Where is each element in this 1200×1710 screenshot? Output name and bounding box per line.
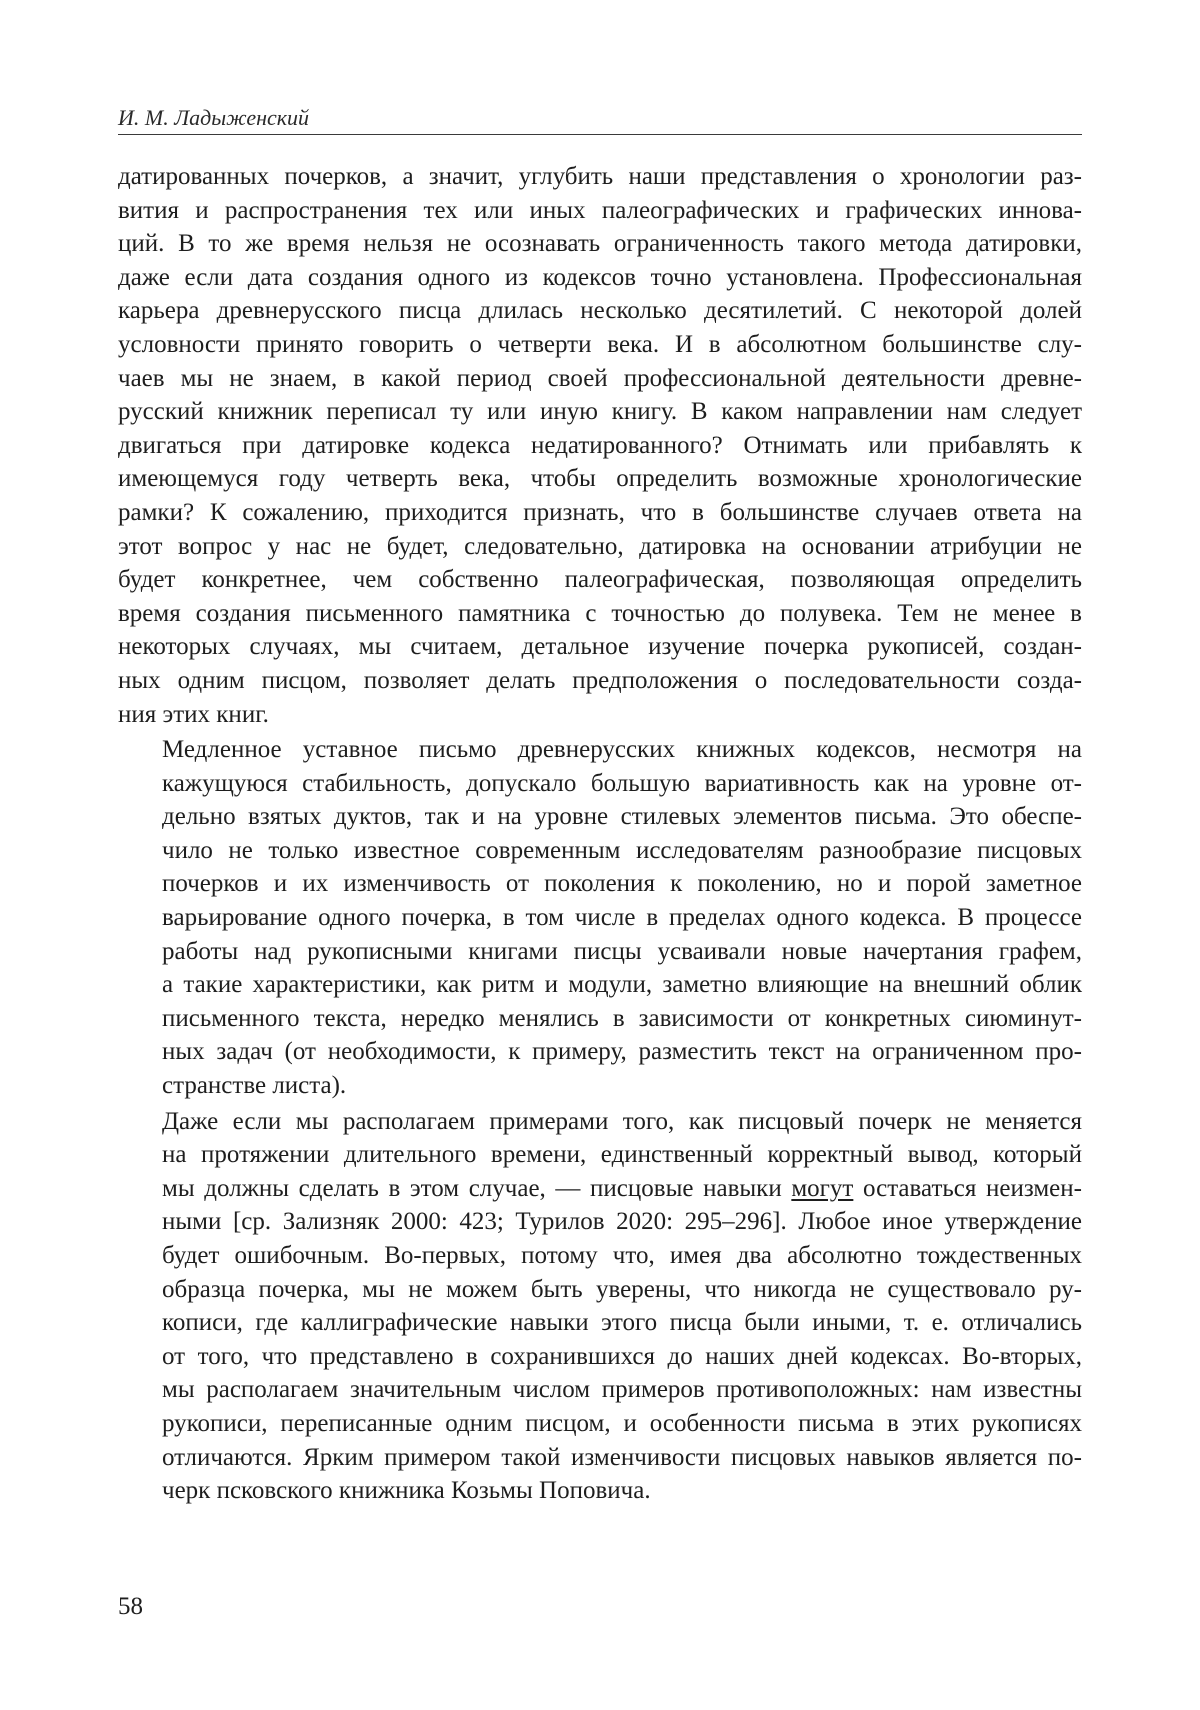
paragraph-3 [118, 1105, 1082, 1508]
text-line: Даже если мы располагаем примерами того, как писцовый почерк не меняется [162, 1107, 1082, 1135]
text-line: даже если дата создания одного из кодексов точно установлена. Профессиональная [118, 263, 1082, 291]
text-line: странстве листа). [162, 1072, 347, 1100]
text-line: чило не только известное современным исследователям разнообразие писцовых [162, 836, 1082, 864]
paragraph-1 [118, 160, 1082, 731]
text-line: этот вопрос у нас не будет, следовательно, датировка на основании атрибуции не [118, 532, 1082, 560]
text-line: кажущуюся стабильность, допускало большую вариативность как на уровне от- [162, 769, 1082, 797]
text-line: двигаться при датировке кодекса недатированного? Отнимать или прибавлять к [118, 431, 1082, 459]
text-line-with-emphasis [118, 1172, 1082, 1206]
text-line: работы над рукописными книгами писцы усваивали новые начертания графем, [162, 937, 1082, 965]
text-line: рукописи, переписанные одним писцом, и особенности письма в этих рукописях [162, 1409, 1082, 1437]
header-rule [118, 134, 1082, 135]
text-line: отличаются. Ярким примером такой изменчивости писцовых навыков является по- [162, 1443, 1082, 1471]
text-line: почерков и их изменчивость от поколения к поколению, но и порой заметное [162, 870, 1082, 898]
text-line: русский книжник переписал ту или иную книгу. В каком направлении нам следует [118, 398, 1082, 426]
text-line: ными [ср. Зализняк 2000: 423; Турилов 2020: 295–296]. Любое иное утверждение [162, 1208, 1082, 1236]
text-line: ных одним писцом, позволяет делать предположения о последовательности созда- [118, 666, 1082, 694]
text-line: от того, что представлено в сохранившихся до наших дней кодексах. Во-вторых, [162, 1342, 1082, 1370]
text-line: условности принято говорить о четверти века. И в абсолютном большинстве слу- [118, 330, 1082, 358]
text-line: время создания письменного памятника с точностью до полувека. Тем не менее в [118, 599, 1082, 627]
text-line: на протяжении длительного времени, единственный корректный вывод, который [162, 1141, 1082, 1169]
text-line: ций. В то же время нельзя не осознавать ограниченность такого метода датировки, [118, 230, 1082, 258]
text-line: кописи, где каллиграфические навыки этого писца были иными, т. е. отличались [162, 1309, 1082, 1337]
underlined-word: могут [791, 1174, 854, 1202]
paragraph-2 [118, 733, 1082, 1103]
text-line: чаев мы не знаем, в какой период своей профессиональной деятельности древне- [118, 364, 1082, 392]
text-line: карьера древнерусского писца длилась несколько десятилетий. С некоторой долей [118, 297, 1082, 325]
text-line: будет ошибочным. Во-первых, потому что, имея два абсолютно тождественных [162, 1242, 1082, 1269]
text-line: вития и распространения тех или иных палеографических и графических иннова- [118, 196, 1082, 224]
text-segment: оставаться неизмен- [853, 1174, 1082, 1202]
running-head: И. М. Ладыженский [118, 105, 310, 130]
text-segment: мы должны сделать в этом случае, — писцовые навыки [162, 1174, 792, 1202]
text-line: имеющемуся году четверть века, чтобы определить возможные хронологические [118, 465, 1082, 493]
page-number: 58 [118, 1593, 143, 1620]
text-line: письменного текста, нередко менялись в зависимости от конкретных сиюминут- [162, 1004, 1082, 1032]
text-line: ных задач (от необходимости, к примеру, разместить текст на ограниченном про- [162, 1038, 1082, 1066]
text-line: некоторых случаях, мы считаем, детальное изучение почерка рукописей, создан- [118, 633, 1082, 661]
text-line: рамки? К сожалению, приходится признать, что в большинстве случаев ответа на [118, 498, 1082, 526]
text-line: будет конкретнее, чем собственно палеографическая, позволяющая определить [118, 566, 1082, 594]
text-line: мы располагаем значительным числом примеров противоположных: нам известны [162, 1376, 1082, 1404]
text-line: образца почерка, мы не можем быть уверены, что никогда не существовало ру- [162, 1275, 1082, 1303]
text-line: ния этих книг. [118, 700, 269, 728]
text-line: черк псковского книжника Козьмы Поповича. [162, 1477, 651, 1505]
text-line: варьирование одного почерка, в том числе в пределах одного кодекса. В процессе [162, 904, 1082, 932]
text-line: Медленное уставное письмо древнерусских книжных кодексов, несмотря на [162, 736, 1082, 764]
body-text [118, 160, 1082, 1508]
text-line: датированных почерков, а значит, углубить наши представления о хронологии раз- [118, 163, 1082, 190]
text-line: дельно взятых дуктов, так и на уровне стилевых элементов письма. Это обеспе- [162, 803, 1082, 831]
text-line: а такие характеристики, как ритм и модули, заметно влияющие на внешний облик [162, 971, 1082, 999]
